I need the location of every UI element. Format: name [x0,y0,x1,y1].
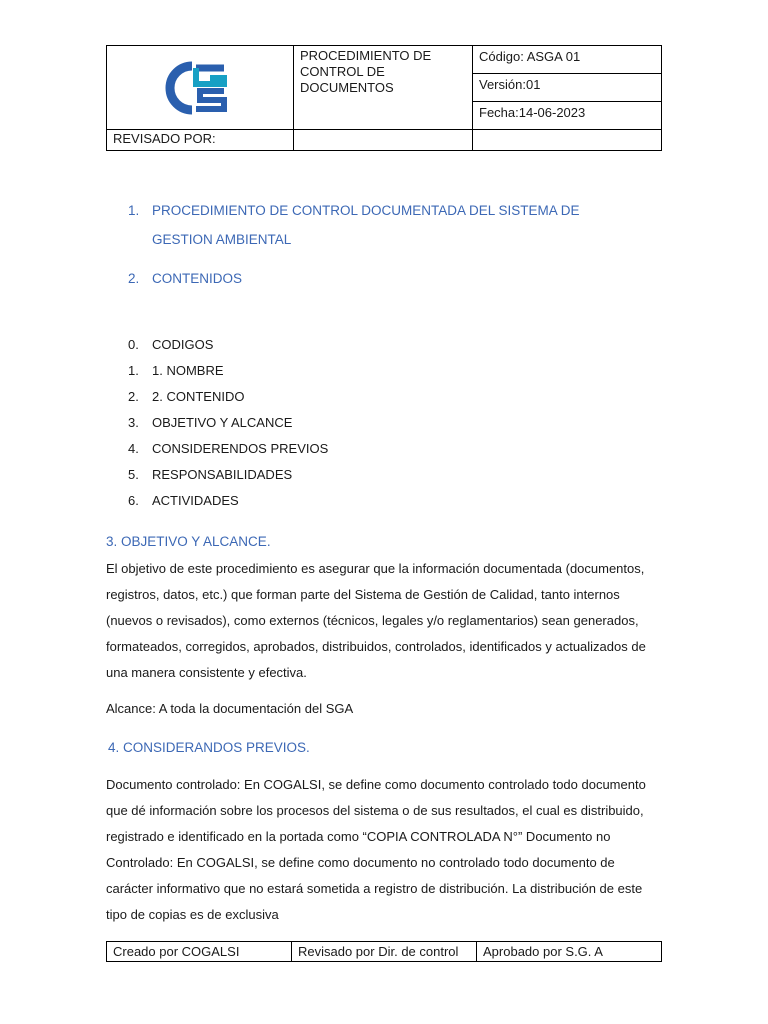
heading-text: PROCEDIMIENTO DE CONTROL DOCUMENTADA DEL SISTEMA DE GESTION AMBIENTAL [152,203,580,247]
list-number: 2. [128,271,140,286]
heading-item [126,268,242,290]
list-item-text: CONSIDERENDOS PREVIOS [152,441,329,456]
footer-table [106,941,662,962]
list-item [126,436,328,462]
list-item-text: ACTIVIDADES [152,493,239,508]
heading-text: CONTENIDOS [152,271,243,286]
list-number: 5. [128,467,139,482]
contents-list [126,332,328,514]
section-title: 4. CONSIDERANDOS PREVIOS. [108,740,310,755]
section-body: Documento controlado: En COGALSI, se define como documento controlado todo documento que dé información sobre los procesos del sistema o de sus resultados, el cual es distribuido, registrado e identificado en la portada como “COPIA CONTROLADA N°” Documento no Controlado: En COGALSI, se define como documento no controlado todo documento de carácter informativo que no estará sometida a registro de distribución. La distribución de este tipo de copias es de exclusiva [106,777,646,922]
list-number: 4. [128,441,139,456]
created-by: Creado por COGALSI [107,942,292,962]
list-item [126,332,328,358]
reviewed-by-label: REVISADO POR: [107,130,294,151]
company-logo [107,46,294,130]
document-date: Fecha:14-06-2023 [473,102,662,130]
header-table [106,45,662,151]
list-item [126,488,328,514]
document-code: Código: ASGA 01 [473,46,662,74]
reviewed-by-cell [294,130,473,151]
section-objective [106,531,662,722]
list-item-text: 2. CONTENIDO [152,389,245,404]
list-number: 1. [128,363,139,378]
cgs-logo-icon [162,58,238,118]
empty-cell [473,130,662,151]
heading-2 [126,268,242,290]
section-title: 3. OBJETIVO Y ALCANCE. [106,534,271,549]
list-item-text: 1. NOMBRE [152,363,224,378]
heading-item [126,196,626,254]
document-version: Versión:01 [473,74,662,102]
list-item-text: CODIGOS [152,337,214,352]
list-number: 3. [128,415,139,430]
approved-by: Aprobado por S.G. A [477,942,662,962]
list-item-text: RESPONSABILIDADES [152,467,293,482]
list-number: 1. [128,203,140,218]
list-item-text: OBJETIVO Y ALCANCE [152,415,293,430]
list-item [126,384,328,410]
list-item [126,410,328,436]
reviewed-by: Revisado por Dir. de control [292,942,477,962]
list-item [126,358,328,384]
heading-1 [126,196,626,254]
section-considerations [108,737,664,759]
list-number: 2. [128,389,139,404]
scope-text: Alcance: A toda la documentación del SGA [106,701,354,716]
section-considerations-body [106,772,662,928]
document-title: PROCEDIMIENTO DE CONTROL DE DOCUMENTOS [294,46,473,130]
list-item [126,462,328,488]
list-number: 6. [128,493,139,508]
section-body: El objetivo de este procedimiento es asegurar que la información documentada (documentos, registros, datos, etc.) que forman parte del Sistema de Gestión de Calidad, tanto internos (nuevos o revisados), como externos (técnicos, legales y/o reglamentarios) sean generados, formateados, corregidos, aprobados, distribuidos, controlados, identificados y actualizados de una manera consistente y efectiva. [106,561,646,680]
list-number: 0. [128,337,139,352]
